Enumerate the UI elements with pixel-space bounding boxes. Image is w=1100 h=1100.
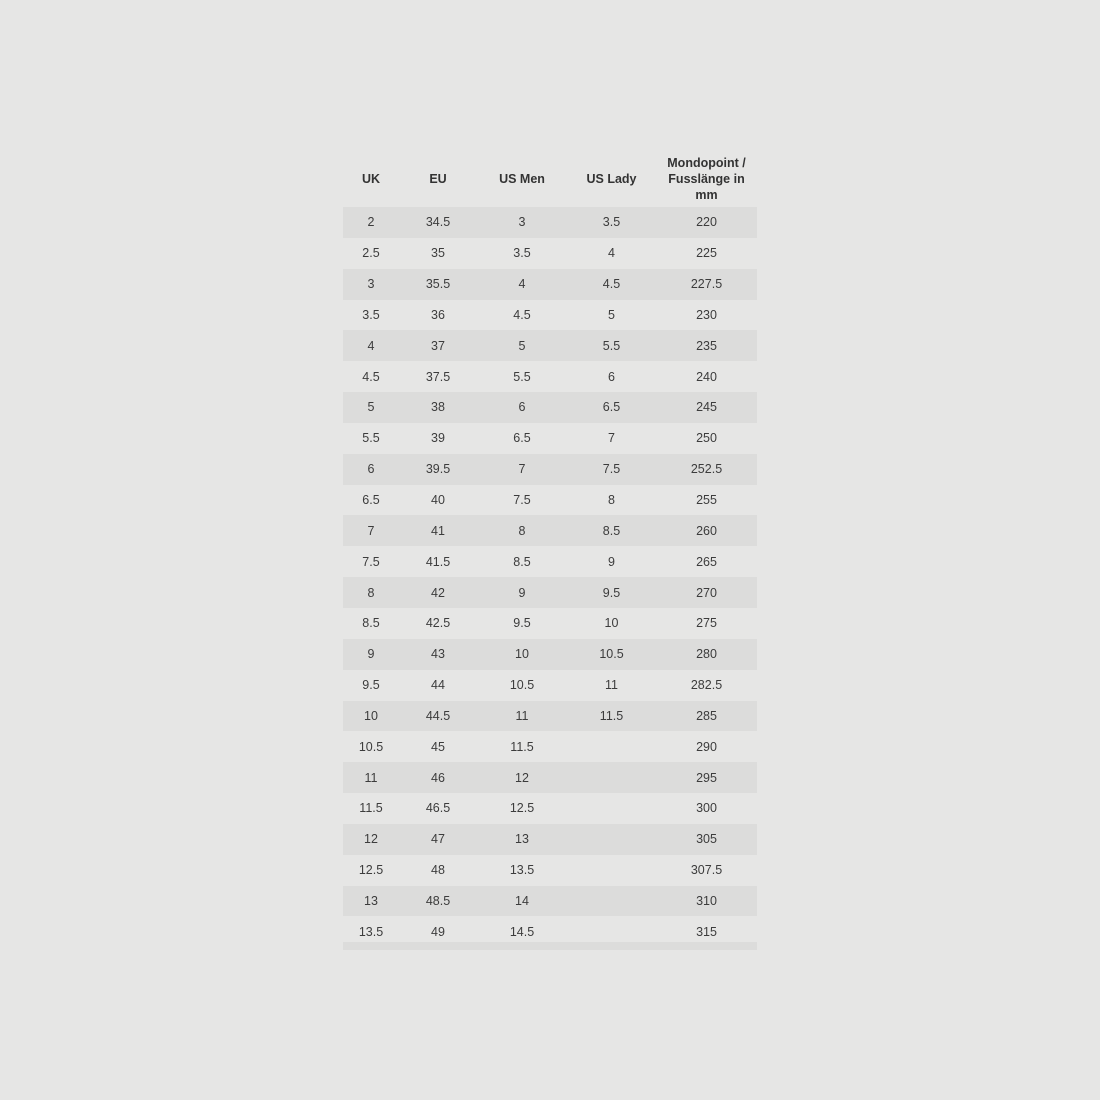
cell-eu: 36 bbox=[399, 300, 477, 331]
cell-us-men: 11.5 bbox=[477, 731, 567, 762]
table-row bbox=[343, 515, 757, 546]
cell-mondopoint: 300 bbox=[656, 793, 757, 824]
cell-uk: 10 bbox=[343, 701, 399, 732]
cell-eu: 38 bbox=[399, 392, 477, 423]
cell-eu: 44 bbox=[399, 670, 477, 701]
cell-mondopoint: 315 bbox=[656, 916, 757, 947]
cell-uk: 4.5 bbox=[343, 361, 399, 392]
cell-us-lady bbox=[567, 762, 656, 793]
cell-mondopoint: 255 bbox=[656, 485, 757, 516]
table-row bbox=[343, 608, 757, 639]
cell-mondopoint: 270 bbox=[656, 577, 757, 608]
cell-eu: 37 bbox=[399, 330, 477, 361]
cell-eu: 48 bbox=[399, 855, 477, 886]
cell-uk: 9.5 bbox=[343, 670, 399, 701]
cell-eu: 49 bbox=[399, 916, 477, 947]
cell-eu: 35.5 bbox=[399, 269, 477, 300]
table-row bbox=[343, 423, 757, 454]
cell-uk: 7.5 bbox=[343, 546, 399, 577]
cell-uk: 11.5 bbox=[343, 793, 399, 824]
cell-us-lady bbox=[567, 855, 656, 886]
table-row bbox=[343, 207, 757, 238]
cell-uk: 13 bbox=[343, 886, 399, 917]
cell-mondopoint: 230 bbox=[656, 300, 757, 331]
header-row bbox=[343, 150, 757, 207]
cell-us-men: 6.5 bbox=[477, 423, 567, 454]
cell-eu: 41 bbox=[399, 515, 477, 546]
cell-us-men: 14 bbox=[477, 886, 567, 917]
cell-eu: 48.5 bbox=[399, 886, 477, 917]
cell-eu: 42.5 bbox=[399, 608, 477, 639]
cell-mondopoint: 245 bbox=[656, 392, 757, 423]
cell-eu: 41.5 bbox=[399, 546, 477, 577]
cell-us-lady: 4.5 bbox=[567, 269, 656, 300]
cell-uk: 8 bbox=[343, 577, 399, 608]
table-bottom-strip bbox=[343, 942, 757, 950]
cell-us-lady: 9 bbox=[567, 546, 656, 577]
table-row bbox=[343, 330, 757, 361]
cell-us-lady: 3.5 bbox=[567, 207, 656, 238]
cell-mondopoint: 310 bbox=[656, 886, 757, 917]
header-us-lady: US Lady bbox=[586, 171, 637, 186]
cell-us-men: 10 bbox=[477, 639, 567, 670]
cell-us-men: 8 bbox=[477, 515, 567, 546]
size-conversion-table bbox=[343, 150, 757, 947]
cell-eu: 45 bbox=[399, 731, 477, 762]
cell-us-lady: 7.5 bbox=[567, 454, 656, 485]
cell-us-men: 9.5 bbox=[477, 608, 567, 639]
cell-mondopoint: 280 bbox=[656, 639, 757, 670]
cell-us-lady: 4 bbox=[567, 238, 656, 269]
cell-uk: 11 bbox=[343, 762, 399, 793]
cell-us-men: 7 bbox=[477, 454, 567, 485]
cell-mondopoint: 285 bbox=[656, 701, 757, 732]
cell-uk: 3 bbox=[343, 269, 399, 300]
cell-us-men: 13 bbox=[477, 824, 567, 855]
cell-mondopoint: 305 bbox=[656, 824, 757, 855]
table-body bbox=[343, 207, 757, 947]
header-uk: UK bbox=[361, 171, 381, 186]
cell-uk: 13.5 bbox=[343, 916, 399, 947]
cell-eu: 37.5 bbox=[399, 361, 477, 392]
header-eu: EU bbox=[429, 171, 447, 186]
cell-uk: 8.5 bbox=[343, 608, 399, 639]
cell-us-lady: 8 bbox=[567, 485, 656, 516]
cell-uk: 12.5 bbox=[343, 855, 399, 886]
cell-uk: 10.5 bbox=[343, 731, 399, 762]
cell-eu: 46.5 bbox=[399, 793, 477, 824]
cell-us-men: 4 bbox=[477, 269, 567, 300]
table-row bbox=[343, 269, 757, 300]
cell-eu: 39 bbox=[399, 423, 477, 454]
cell-uk: 2 bbox=[343, 207, 399, 238]
table-row bbox=[343, 577, 757, 608]
cell-us-men: 4.5 bbox=[477, 300, 567, 331]
cell-us-lady: 10 bbox=[567, 608, 656, 639]
cell-us-lady: 5 bbox=[567, 300, 656, 331]
cell-us-men: 3 bbox=[477, 207, 567, 238]
cell-us-men: 12.5 bbox=[477, 793, 567, 824]
table-row bbox=[343, 670, 757, 701]
cell-eu: 35 bbox=[399, 238, 477, 269]
table-row bbox=[343, 855, 757, 886]
cell-us-men: 6 bbox=[477, 392, 567, 423]
cell-us-lady: 6.5 bbox=[567, 392, 656, 423]
cell-us-men: 3.5 bbox=[477, 238, 567, 269]
cell-us-lady: 6 bbox=[567, 361, 656, 392]
cell-mondopoint: 282.5 bbox=[656, 670, 757, 701]
cell-us-lady bbox=[567, 886, 656, 917]
cell-us-lady: 5.5 bbox=[567, 330, 656, 361]
cell-us-men: 9 bbox=[477, 577, 567, 608]
cell-us-men: 5 bbox=[477, 330, 567, 361]
cell-us-lady bbox=[567, 793, 656, 824]
table-row bbox=[343, 238, 757, 269]
table-row bbox=[343, 793, 757, 824]
cell-uk: 7 bbox=[343, 515, 399, 546]
cell-us-lady: 11 bbox=[567, 670, 656, 701]
table-row bbox=[343, 454, 757, 485]
cell-us-men: 5.5 bbox=[477, 361, 567, 392]
table-row bbox=[343, 485, 757, 516]
cell-mondopoint: 220 bbox=[656, 207, 757, 238]
cell-mondopoint: 240 bbox=[656, 361, 757, 392]
cell-us-lady: 9.5 bbox=[567, 577, 656, 608]
cell-mondopoint: 275 bbox=[656, 608, 757, 639]
cell-eu: 39.5 bbox=[399, 454, 477, 485]
cell-mondopoint: 227.5 bbox=[656, 269, 757, 300]
cell-eu: 43 bbox=[399, 639, 477, 670]
cell-us-men: 8.5 bbox=[477, 546, 567, 577]
header-mondopoint: Mondopoint / Fusslänge in mm bbox=[667, 155, 746, 202]
cell-us-lady: 11.5 bbox=[567, 701, 656, 732]
cell-us-men: 11 bbox=[477, 701, 567, 732]
cell-eu: 42 bbox=[399, 577, 477, 608]
cell-uk: 2.5 bbox=[343, 238, 399, 269]
cell-us-lady: 10.5 bbox=[567, 639, 656, 670]
cell-us-lady bbox=[567, 731, 656, 762]
cell-eu: 44.5 bbox=[399, 701, 477, 732]
cell-us-men: 7.5 bbox=[477, 485, 567, 516]
table-header bbox=[343, 150, 757, 207]
cell-uk: 6.5 bbox=[343, 485, 399, 516]
cell-us-men: 14.5 bbox=[477, 916, 567, 947]
table-row bbox=[343, 701, 757, 732]
table-row bbox=[343, 639, 757, 670]
cell-uk: 6 bbox=[343, 454, 399, 485]
table-row bbox=[343, 546, 757, 577]
table-row bbox=[343, 731, 757, 762]
cell-mondopoint: 265 bbox=[656, 546, 757, 577]
table-row bbox=[343, 300, 757, 331]
cell-mondopoint: 225 bbox=[656, 238, 757, 269]
cell-mondopoint: 235 bbox=[656, 330, 757, 361]
cell-us-men: 12 bbox=[477, 762, 567, 793]
table-row bbox=[343, 886, 757, 917]
cell-us-men: 13.5 bbox=[477, 855, 567, 886]
cell-mondopoint: 252.5 bbox=[656, 454, 757, 485]
table-row bbox=[343, 824, 757, 855]
cell-mondopoint: 250 bbox=[656, 423, 757, 454]
table-row bbox=[343, 392, 757, 423]
cell-eu: 34.5 bbox=[399, 207, 477, 238]
cell-uk: 3.5 bbox=[343, 300, 399, 331]
header-us-men: US Men bbox=[499, 171, 545, 186]
cell-uk: 5.5 bbox=[343, 423, 399, 454]
cell-uk: 9 bbox=[343, 639, 399, 670]
cell-uk: 12 bbox=[343, 824, 399, 855]
cell-us-lady bbox=[567, 824, 656, 855]
cell-us-men: 10.5 bbox=[477, 670, 567, 701]
cell-eu: 46 bbox=[399, 762, 477, 793]
table-row bbox=[343, 762, 757, 793]
cell-mondopoint: 260 bbox=[656, 515, 757, 546]
cell-uk: 5 bbox=[343, 392, 399, 423]
cell-mondopoint: 307.5 bbox=[656, 855, 757, 886]
cell-mondopoint: 295 bbox=[656, 762, 757, 793]
cell-us-lady: 7 bbox=[567, 423, 656, 454]
cell-us-lady: 8.5 bbox=[567, 515, 656, 546]
cell-eu: 40 bbox=[399, 485, 477, 516]
cell-eu: 47 bbox=[399, 824, 477, 855]
table-row bbox=[343, 361, 757, 392]
cell-mondopoint: 290 bbox=[656, 731, 757, 762]
cell-uk: 4 bbox=[343, 330, 399, 361]
